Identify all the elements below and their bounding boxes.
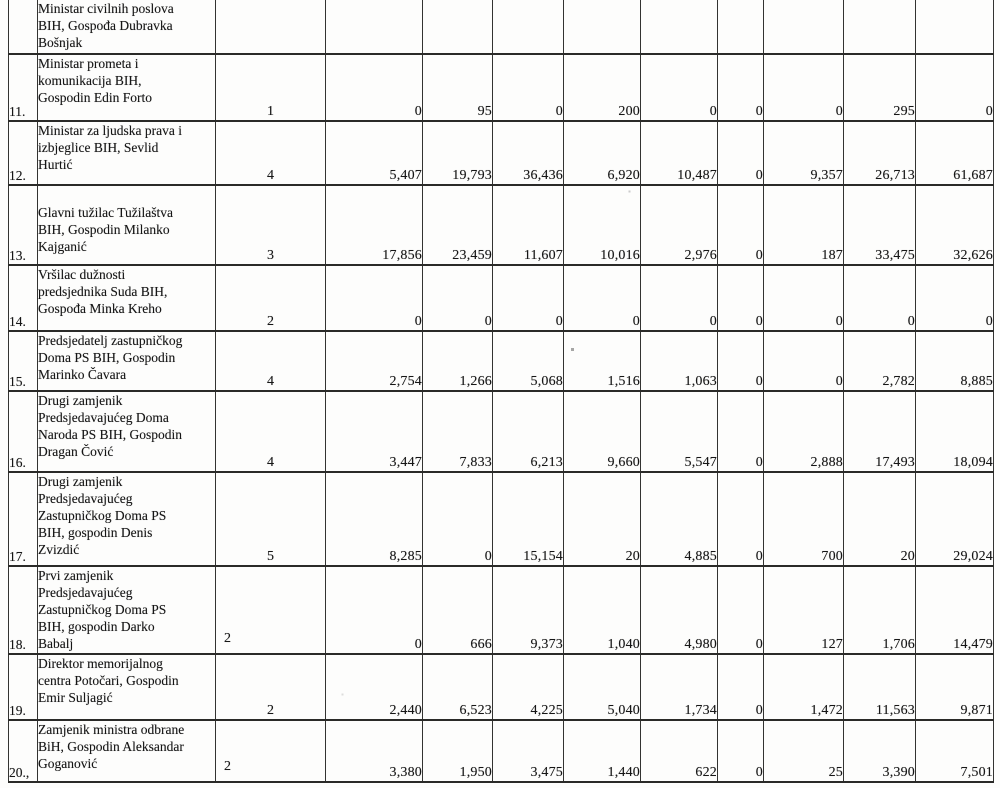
value-cell: 1,040 [564, 566, 641, 654]
value-cell: 1,440 [564, 720, 641, 782]
official-title-line: Predsjedatelj zastupničkog [38, 333, 183, 348]
official-title-cell [38, 391, 216, 472]
value-cell: 1,516 [564, 331, 641, 391]
value-cell [718, 0, 764, 54]
official-title-line: Hurtić [38, 157, 73, 172]
official-title-line: BIH, Gospodin Milanko [38, 222, 170, 237]
value-cell: 9,373 [493, 566, 564, 654]
value-cell: 36,436 [493, 121, 564, 185]
value-cell: 0 [844, 265, 916, 331]
table-row [9, 391, 994, 472]
official-title-line: Zamjenik ministra odbrane [38, 722, 185, 737]
official-title-line: Drugi zamjenik [38, 393, 123, 408]
count-cell: 2 [216, 265, 326, 331]
value-cell: 3,380 [326, 720, 423, 782]
table-row [9, 121, 994, 185]
value-cell: 2,888 [764, 391, 844, 472]
official-title-line: Bošnjak [38, 35, 83, 50]
table-row [9, 472, 994, 566]
count-cell: 4 [216, 331, 326, 391]
official-title-line: izbjeglice BIH, Sevlid [38, 140, 159, 155]
value-cell [764, 0, 844, 54]
count-cell: 4 [216, 391, 326, 472]
official-title-line: Ministar civilnih poslova [38, 1, 174, 16]
value-cell: 0 [764, 54, 844, 121]
count-cell: 2 [216, 654, 326, 720]
value-cell: 6,523 [423, 654, 493, 720]
official-title-line: BIH, gospodin Darko [38, 619, 155, 634]
value-cell: 0 [326, 566, 423, 654]
value-cell: 1,266 [423, 331, 493, 391]
table-row [9, 720, 994, 782]
value-cell: 200 [564, 54, 641, 121]
official-title-cell [38, 331, 216, 391]
value-cell: 0 [718, 654, 764, 720]
official-title-line: BIH, gospodin Denis [38, 525, 153, 540]
value-cell: 14,479 [916, 566, 994, 654]
value-cell: 18,094 [916, 391, 994, 472]
official-title-line: Emir Suljagić [38, 690, 113, 705]
value-cell: 33,475 [844, 185, 916, 265]
official-title-cell [38, 185, 216, 265]
value-cell: 0 [493, 54, 564, 121]
value-cell: 7,501 [916, 720, 994, 782]
official-title-line: Predsjedavajućeg Doma [38, 410, 169, 425]
value-cell: 0 [423, 472, 493, 566]
official-title-line: Glavni tužilac Tužilaštva [38, 205, 173, 220]
value-cell: 0 [718, 566, 764, 654]
value-cell: 7,833 [423, 391, 493, 472]
table-row [9, 265, 994, 331]
value-cell: 1,734 [641, 654, 718, 720]
value-cell: 29,024 [916, 472, 994, 566]
row-number-cell: 14. [9, 265, 38, 331]
official-title-line: Vršilac dužnosti [38, 267, 126, 282]
value-cell [844, 0, 916, 54]
value-cell: 32,626 [916, 185, 994, 265]
value-cell: 8,885 [916, 331, 994, 391]
table-row [9, 654, 994, 720]
value-cell: 0 [493, 265, 564, 331]
row-number-cell: 18. [9, 566, 38, 654]
official-title-cell [38, 472, 216, 566]
value-cell: 0 [423, 265, 493, 331]
official-title-line: Direktor memorijalnog [38, 656, 163, 671]
official-title-line: Drugi zamjenik [38, 474, 123, 489]
value-cell: 0 [764, 265, 844, 331]
value-cell [641, 0, 718, 54]
official-title-cell [38, 265, 216, 331]
scan-speckle-artifacts [0, 0, 1, 1]
value-cell [326, 0, 423, 54]
official-title-cell [38, 720, 216, 782]
value-cell: 25 [764, 720, 844, 782]
value-cell: 9,357 [764, 121, 844, 185]
official-title-line: Predsjedavajućeg [38, 585, 133, 600]
value-cell: 6,213 [493, 391, 564, 472]
count-cell: 2 [216, 566, 326, 654]
value-cell: 0 [564, 265, 641, 331]
value-cell: 5,547 [641, 391, 718, 472]
value-cell: 0 [641, 265, 718, 331]
table-row [9, 0, 994, 54]
count-cell: 3 [216, 185, 326, 265]
value-cell: 10,487 [641, 121, 718, 185]
value-cell: 95 [423, 54, 493, 121]
official-title-line: BiH, Gospodin Aleksandar [38, 739, 184, 754]
count-cell: 1 [216, 54, 326, 121]
value-cell: 17,493 [844, 391, 916, 472]
value-cell: 19,793 [423, 121, 493, 185]
value-cell: 622 [641, 720, 718, 782]
official-title-line: BIH, Gospođa Dubravka [38, 18, 173, 33]
value-cell: 23,459 [423, 185, 493, 265]
value-cell: 5,407 [326, 121, 423, 185]
official-title-line: komunikacija BIH, [38, 73, 142, 88]
value-cell: 5,068 [493, 331, 564, 391]
value-cell [493, 0, 564, 54]
value-cell: 15,154 [493, 472, 564, 566]
official-title-line: Prvi zamjenik [38, 568, 114, 583]
official-title-line: Naroda PS BIH, Gospodin [38, 427, 182, 442]
row-number-cell: 19. [9, 654, 38, 720]
official-title-line: centra Potočari, Gospodin [38, 673, 179, 688]
value-cell: 17,856 [326, 185, 423, 265]
value-cell: 2,440 [326, 654, 423, 720]
official-title-cell [38, 566, 216, 654]
row-number-cell: 16. [9, 391, 38, 472]
official-title-line: Goganović [38, 756, 98, 771]
table-row [9, 566, 994, 654]
value-cell: 0 [718, 391, 764, 472]
value-cell: 0 [718, 121, 764, 185]
count-cell: 2 [216, 720, 326, 782]
value-cell: 0 [916, 54, 994, 121]
official-title-cell [38, 0, 216, 54]
value-cell: 0 [326, 265, 423, 331]
value-cell: 61,687 [916, 121, 994, 185]
value-cell: 3,390 [844, 720, 916, 782]
value-cell: 0 [718, 265, 764, 331]
official-title-line: Zvizdić [38, 542, 80, 557]
row-number-cell: 11. [9, 54, 38, 121]
value-cell: 9,871 [916, 654, 994, 720]
official-title-cell [38, 654, 216, 720]
value-cell: 0 [718, 185, 764, 265]
value-cell: 0 [718, 472, 764, 566]
official-title-line: Gospodin Edin Forto [38, 90, 153, 105]
value-cell: 3,475 [493, 720, 564, 782]
value-cell: 8,285 [326, 472, 423, 566]
value-cell: 20 [844, 472, 916, 566]
official-title-line: Zastupničkog Doma PS [38, 508, 167, 523]
value-cell: 4,225 [493, 654, 564, 720]
official-title-cell [38, 54, 216, 121]
value-cell: 20 [564, 472, 641, 566]
value-cell: 0 [641, 54, 718, 121]
value-cell: 11,563 [844, 654, 916, 720]
value-cell: 3,447 [326, 391, 423, 472]
value-cell: 1,063 [641, 331, 718, 391]
value-cell [564, 0, 641, 54]
official-title-line: Doma PS BIH, Gospodin [38, 350, 176, 365]
count-cell [216, 0, 326, 54]
value-cell: 0 [718, 331, 764, 391]
row-number-cell: 13. [9, 185, 38, 265]
value-cell: 187 [764, 185, 844, 265]
value-cell: 9,660 [564, 391, 641, 472]
value-cell: 0 [916, 265, 994, 331]
official-title-line: Babalj [38, 636, 74, 651]
value-cell: 4,980 [641, 566, 718, 654]
official-title-line: Ministar za ljudska prava i [38, 123, 182, 138]
official-title-line: Predsjedavajućeg [38, 491, 133, 506]
officials-table [8, 0, 994, 783]
value-cell: 0 [718, 54, 764, 121]
official-title-line: Zastupničkog Doma PS [38, 602, 167, 617]
value-cell: 1,950 [423, 720, 493, 782]
value-cell: 5,040 [564, 654, 641, 720]
value-cell: 1,472 [764, 654, 844, 720]
value-cell: 0 [326, 54, 423, 121]
value-cell: 666 [423, 566, 493, 654]
count-cell: 5 [216, 472, 326, 566]
value-cell: 2,782 [844, 331, 916, 391]
value-cell [916, 0, 994, 54]
official-title-line: Marinko Čavara [38, 367, 127, 382]
value-cell: 6,920 [564, 121, 641, 185]
official-title-line: Gospođa Minka Kreho [38, 301, 162, 316]
value-cell: 2,754 [326, 331, 423, 391]
value-cell: 0 [718, 720, 764, 782]
row-number-cell: 17. [9, 472, 38, 566]
value-cell [423, 0, 493, 54]
row-number-cell: 12. [9, 121, 38, 185]
table-row [9, 185, 994, 265]
value-cell: 700 [764, 472, 844, 566]
official-title-line: Kajganić [38, 239, 87, 254]
row-number-cell: 20., [9, 720, 38, 782]
value-cell: 4,885 [641, 472, 718, 566]
count-cell: 4 [216, 121, 326, 185]
table-row [9, 331, 994, 391]
value-cell: 127 [764, 566, 844, 654]
table-row [9, 54, 994, 121]
value-cell: 26,713 [844, 121, 916, 185]
official-title-line: Dragan Čović [38, 444, 114, 459]
value-cell: 10,016 [564, 185, 641, 265]
official-title-line: predsjednika Suda BIH, [38, 284, 168, 299]
row-number-cell [9, 0, 38, 54]
value-cell: 11,607 [493, 185, 564, 265]
official-title-cell [38, 121, 216, 185]
value-cell: 0 [764, 331, 844, 391]
value-cell: 2,976 [641, 185, 718, 265]
value-cell: 1,706 [844, 566, 916, 654]
value-cell: 295 [844, 54, 916, 121]
official-title-line: Ministar prometa i [38, 56, 139, 71]
row-number-cell: 15. [9, 331, 38, 391]
